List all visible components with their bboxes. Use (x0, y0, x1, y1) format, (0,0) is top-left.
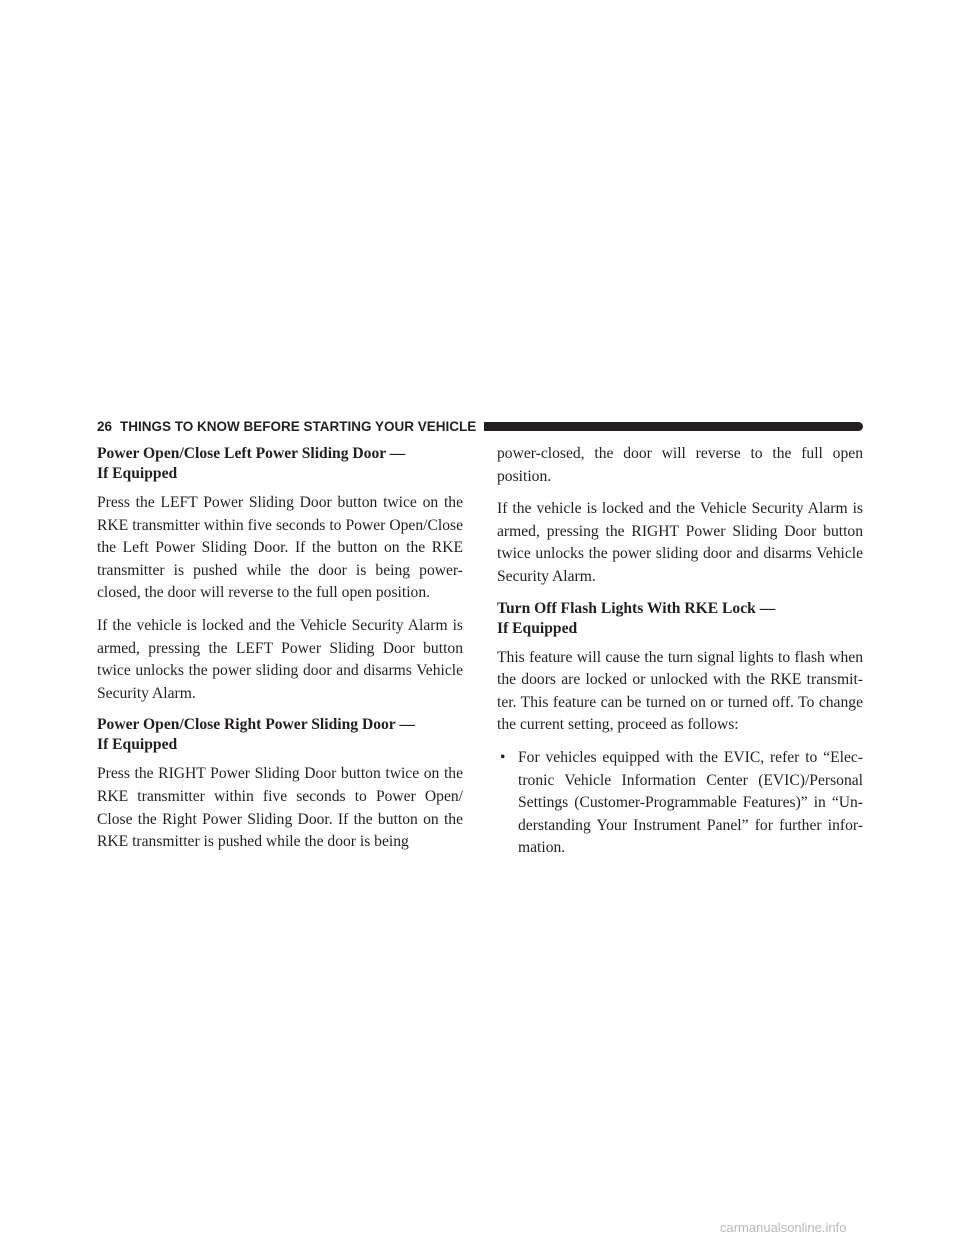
bullet-text: For vehicles equipped with the EVIC, refer to “Elec- tronic Vehicle Information Center (EVIC)/Personal Settings (Customer-Programmable Features)” in “Un- derstanding Your Instrument Panel” for further infor- mation. (518, 748, 863, 857)
left-door-paragraph-1: Press the LEFT Power Sliding Door button twice on the RKE transmitter within five seconds to Power Open/Close the Left Power Sliding Door. If the button on the RKE transmitter is pushed while the door is being power-closed, the door will reverse to the full open position. (97, 494, 463, 602)
section-heading-right-door: Power Open/Close Right Power Sliding Door — If Equipped (97, 716, 415, 754)
section-heading-left-door: Power Open/Close Left Power Sliding Door — If Equipped (97, 445, 406, 482)
right-door-paragraph-1: Press the RIGHT Power Sliding Door button twice on the RKE transmitter within five seconds to Power Open/ Close the Right Power Sliding Door. If the button on the RKE transmitter is pushed while the door is being (97, 765, 463, 851)
bullet-icon: • (500, 748, 506, 766)
page-number: 26 (97, 418, 113, 434)
flash-lights-paragraph: This feature will cause the turn signal lights to flash when the doors are locked or unlocked with the RKE transmit- ter. This feature can be turned on or turned off. To change the current setting, proceed as follows: (497, 648, 863, 734)
section-heading-flash-lights: Turn Off Flash Lights With RKE Lock — If Equipped (497, 599, 776, 637)
right-column (497, 443, 863, 860)
header-rule (484, 422, 863, 431)
page-header (97, 416, 863, 436)
list-item (497, 747, 863, 860)
right-door-paragraph-2: If the vehicle is locked and the Vehicle Security Alarm is armed, pressing the RIGHT Power Sliding Door button twice unlocks the power sliding door and disarms Vehicle Security Alarm. (497, 500, 863, 585)
left-column (97, 444, 463, 864)
right-door-paragraph-1-continued: power-closed, the door will reverse to the full open position. (497, 445, 863, 485)
running-title: THINGS TO KNOW BEFORE STARTING YOUR VEHICLE (120, 418, 477, 434)
left-door-paragraph-2: If the vehicle is locked and the Vehicle Security Alarm is armed, pressing the LEFT Power Sliding Door button twice unlocks the power sliding door and disarms Vehicle Security Alarm. (97, 616, 463, 702)
watermark: carmanualsonline.info (720, 1220, 847, 1235)
